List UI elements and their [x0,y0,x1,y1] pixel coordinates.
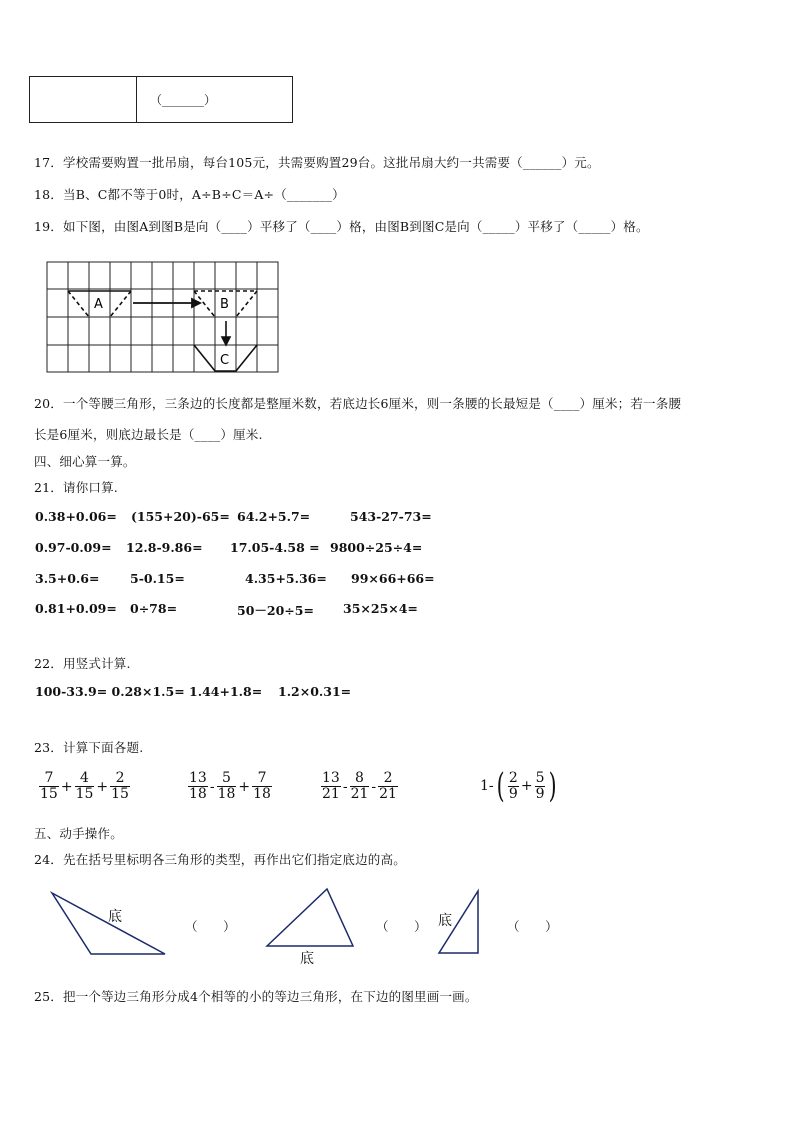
triangle-3-answer[interactable]: （ ） [507,919,558,934]
calc-3-3: 4.35+5.36= [245,571,327,586]
question-20-line1: 20．一个等腰三角形，三条边的长度都是整厘米数，若底边长6厘米，则一条腰的长最短是（____）厘米；若一条腰 [34,396,682,411]
table-answer-blank[interactable]: （_______） [150,93,217,107]
question-24: 24．先在括号里标明各三角形的类型，再作出它们指定底边的高。 [34,852,406,867]
calc-3-4: 99×66+66= [351,571,435,586]
question-21: 21．请你口算. [34,480,118,495]
calc-1-1: 0.38+0.06= [35,509,117,524]
question-18: 18．当B、C都不等于0时，A÷B÷C＝A÷（_______） [34,187,345,202]
calc-4-4: 35×25×4= [343,601,418,616]
question-22: 22．用竖式计算. [34,656,131,671]
grid-lines [47,262,278,372]
fraction-expression-4: 1- ( 2 9 + $\frac{5}{9}$ ) [480,766,558,806]
base-label-3: 底 [438,913,452,929]
base-label-1: 底 [108,909,122,925]
question-23: 23．计算下面各题. [34,740,144,755]
question-17: 17．学校需要购置一批吊扇，每台105元，共需要购置29台。这批吊扇大约一共需要（______）元。 [34,155,600,170]
triangle-2-answer[interactable]: （ ） [376,919,427,934]
calc-2-4: 9800÷25÷4= [330,540,423,555]
arrow-down-icon [222,321,230,345]
question-19: 19．如下图，由图A到图B是向（____）平移了（____）格，由图B到图C是向（_____）平移了（_____）格。 [34,219,649,234]
table-divider [136,77,137,122]
section-4-heading: 四、细心算一算。 [34,454,136,469]
arrow-right-icon [133,299,200,307]
calc-3-2: 5-0.15= [130,571,185,586]
question-20-line2: 长是6厘米，则底边最长是（____）厘米. [34,427,263,442]
calc-2-2: 12.8-9.86= [126,540,203,555]
triangle-1-answer[interactable]: （ ） [185,919,236,934]
base-label-2: 底 [300,951,314,967]
vertical-calc-group: 100-33.9= 0.28×1.5= 1.44+1.8= [35,684,263,699]
calc-4-2: 0÷78= [130,601,178,616]
label-b: B [220,297,229,312]
vertical-calc-last: 1.2×0.31= [278,684,352,699]
calc-1-3: 64.2+5.7= [237,509,311,524]
label-a: A [94,297,103,312]
calc-2-3: 17.05-4.58 = [230,540,320,555]
translation-grid [46,261,280,373]
question-25: 25．把一个等边三角形分成4个相等的小的等边三角形，在下边的图里画一画。 [34,989,478,1004]
fraction-expression-2: 13 18 - 5 18 + $\frac{7}{18}$ [189,770,271,802]
fraction-expression-3: 13 21 - 8 21 - 2 21 [322,770,397,802]
calc-3-1: 3.5+0.6= [35,571,100,586]
calc-1-2: (155+20)-65= [131,509,230,524]
calc-4-1: 0.81+0.09= [35,601,117,616]
calc-1-4: 543-27-73= [350,509,432,524]
acute-triangle [264,886,356,948]
calc-4-3: 50－20÷5= [237,603,314,618]
calc-2-1: 0.97-0.09= [35,540,112,555]
label-c: C [220,353,230,368]
answer-table [29,76,293,123]
section-5-heading: 五、动手操作。 [34,826,123,841]
fraction-expression-1: 7 15 + $\frac{4}{15}$ + $\frac{2}{15}$ [40,770,129,802]
